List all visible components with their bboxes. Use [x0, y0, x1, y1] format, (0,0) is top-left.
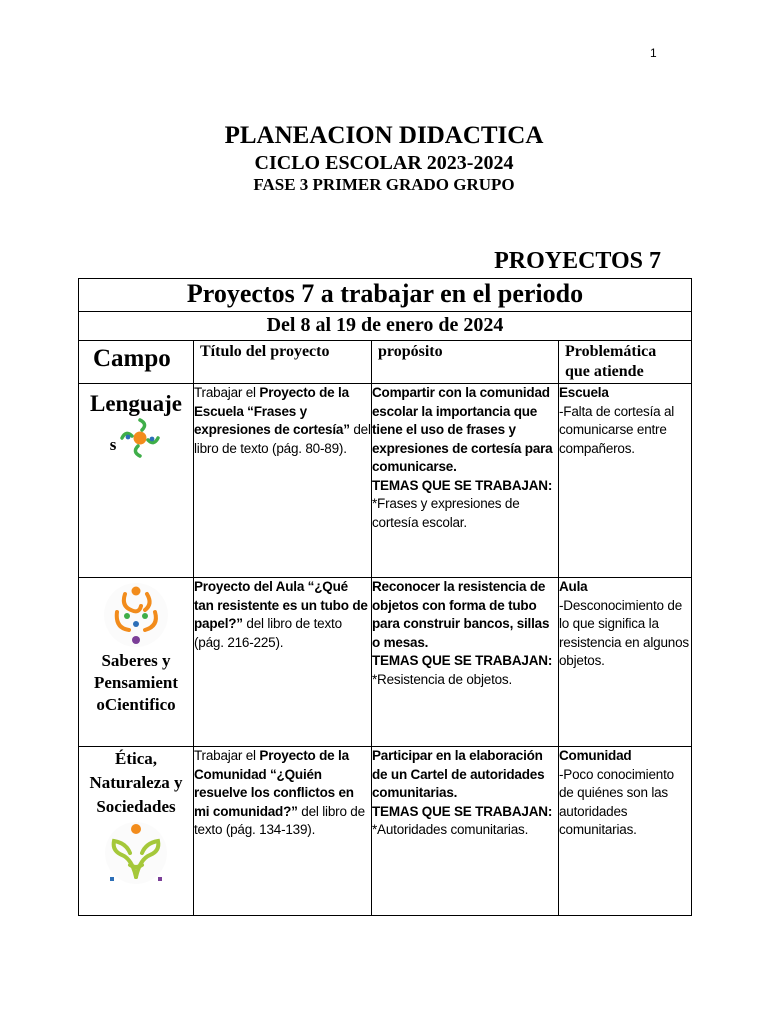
campo-cell [79, 578, 194, 747]
titulo-text: Trabajar el [194, 748, 260, 763]
problema-title: Comunidad [559, 748, 632, 763]
table-row [79, 747, 692, 916]
school-cycle: CICLO ESCOLAR 2023-2024 [254, 152, 514, 174]
problema-title: Aula [559, 579, 588, 594]
table-period: Del 8 al 19 de enero de 2024 [79, 312, 692, 341]
etica-icon [104, 821, 168, 885]
proposito-text: Compartir con la comunidad escolar la importancia que tiene el uso de frases y expresiones de cortesía para comunicarse. [372, 385, 553, 474]
proposito-text: Participar en la elaboración de un Cartel de autoridades comunitarias. [372, 748, 545, 800]
titulo-cell [194, 747, 372, 916]
table-heading: Proyectos 7 a trabajar en el periodo [79, 279, 692, 312]
problema-text: -Poco conocimiento de quiénes son las autoridades comunitarias. [559, 766, 674, 837]
titulo-bold: Proyecto de la Escuela “Frases y expresiones de cortesía” [194, 385, 350, 437]
titulo-cell [194, 578, 372, 747]
problema-text: -Falta de cortesía al comunicarse entre compañeros. [559, 403, 675, 456]
temas-text: *Resistencia de objetos. [372, 671, 513, 687]
table-row [79, 384, 692, 578]
projects-table [78, 278, 692, 916]
proposito-cell [372, 384, 559, 578]
proposito-cell [372, 578, 559, 747]
titulo-ref: del libro de texto (pág. 216-225). [194, 616, 342, 650]
titulo-bold: Proyecto del Aula “¿Qué tan resistente es un tubo de papel?” [194, 579, 368, 631]
temas-label: TEMAS QUE SE TRABAJAN: [372, 803, 553, 819]
phase-grade: FASE 3 PRIMER GRADO GRUPO [253, 175, 515, 194]
temas-label: TEMAS QUE SE TRABAJAN: [372, 477, 553, 493]
problematica-cell [559, 578, 692, 747]
document-title: PLANEACION DIDACTICA [224, 122, 544, 149]
projects-label: PROYECTOS 7 [494, 248, 661, 274]
col-header-proposito: propósito [372, 341, 559, 384]
titulo-bold: Proyecto de la Comunidad “¿Quién resuelve los conflictos en mi comunidad?” [194, 748, 354, 819]
campo-cell [79, 384, 194, 578]
titulo-ref: del libro de texto (pág. 134-139). [194, 803, 365, 837]
problematica-cell [559, 384, 692, 578]
campo-name: Lenguaje [90, 391, 182, 416]
saberes-icon [103, 582, 169, 648]
titulo-text: Trabajar el [194, 385, 260, 400]
lenguajes-icon [118, 416, 162, 460]
titulo-cell [194, 384, 372, 578]
proposito-cell [372, 747, 559, 916]
temas-label: TEMAS QUE SE TRABAJAN: [372, 653, 553, 668]
campo-name: Ética, Naturaleza y Sociedades [89, 749, 183, 816]
campo-name-suffix: s [109, 435, 117, 454]
campo-cell [79, 747, 194, 916]
problematica-cell [559, 747, 692, 916]
campo-name: Saberes y Pensamient oCientifico [93, 651, 179, 714]
problema-title: Escuela [559, 385, 609, 400]
temas-text: *Autoridades comunitarias. [372, 822, 529, 837]
temas-text: *Frases y expresiones de cortesía escolar. [372, 496, 520, 530]
problema-text: -Desconocimiento de lo que significa la resistencia en algunos objetos. [559, 597, 689, 668]
col-header-problematica: Problemática que atiende [559, 341, 692, 384]
col-header-campo: Campo [79, 341, 194, 384]
titulo-ref: del libro de texto (pág. 80-89). [194, 422, 371, 456]
page-number: 1 [650, 46, 657, 60]
col-header-titulo: Título del proyecto [194, 341, 372, 384]
proposito-text: Reconocer la resistencia de objetos con forma de tubo para construir bancos, sillas o mesas. [372, 579, 550, 650]
table-row [79, 578, 692, 747]
